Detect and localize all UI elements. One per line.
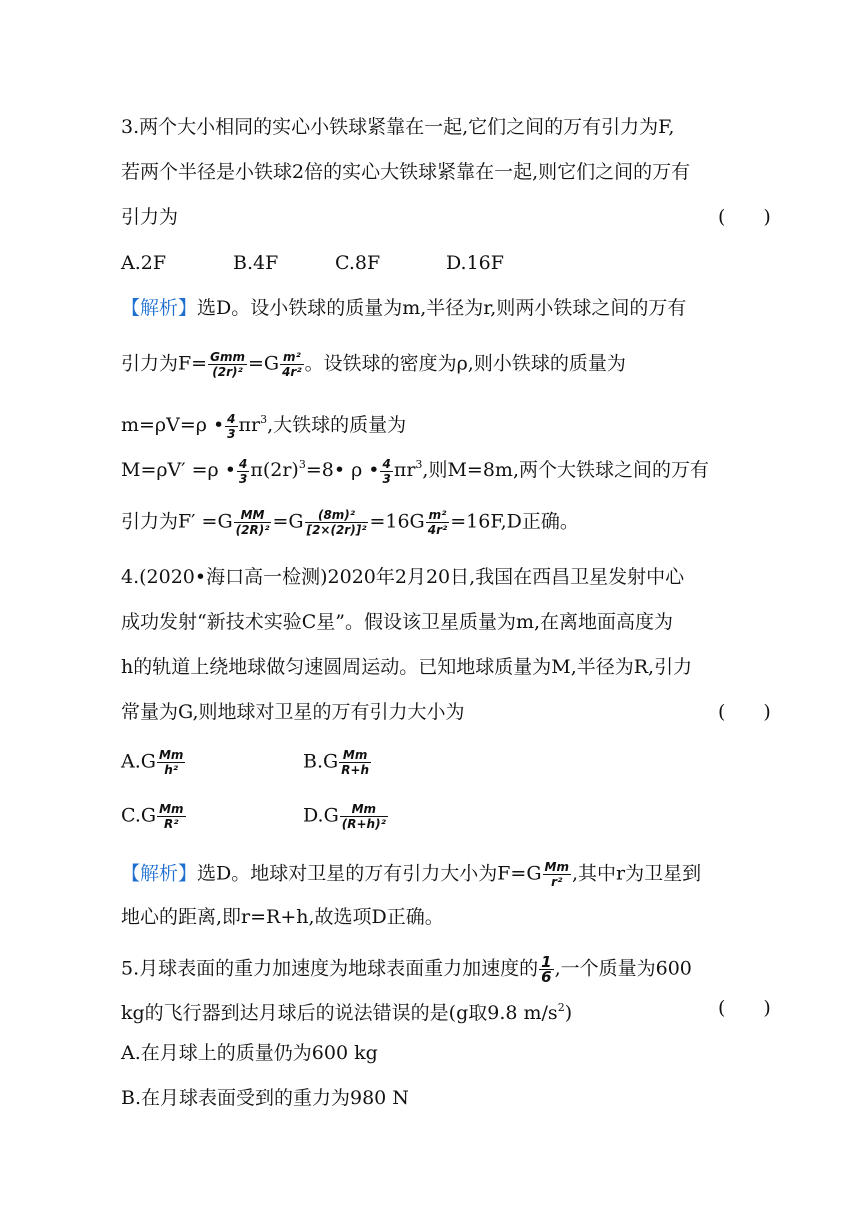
a4-line-2: 地心的距离,即r=R+h,故选项D正确。 bbox=[121, 906, 444, 928]
fraction-denominator: [2×(2r)]² bbox=[306, 523, 367, 537]
a3-text: =16F,D正确。 bbox=[450, 510, 579, 533]
q3-line-2: 若两个半径是小铁球2倍的实心大铁球紧靠在一起,则它们之间的万有 bbox=[121, 161, 691, 183]
fraction bbox=[280, 350, 304, 379]
analysis-label: 【解析】 bbox=[121, 862, 198, 885]
fraction-numerator: 4 bbox=[238, 456, 248, 471]
fraction-numerator: 4 bbox=[227, 411, 236, 426]
option-label: D.G bbox=[303, 804, 339, 827]
fraction-numerator: Gmm bbox=[210, 350, 245, 364]
q4-option-b bbox=[303, 748, 372, 777]
option-label: C.G bbox=[121, 804, 157, 827]
a4-text: ,其中r为卫星到 bbox=[571, 862, 702, 885]
fraction bbox=[339, 748, 371, 777]
a3-text: πr bbox=[393, 459, 416, 481]
fraction-denominator: 3 bbox=[382, 471, 391, 486]
fraction-numerator: 4 bbox=[382, 456, 391, 471]
fraction-numerator: Mm bbox=[342, 748, 368, 762]
fraction-numerator: (8m)² bbox=[317, 508, 356, 522]
fraction bbox=[426, 508, 450, 537]
fraction bbox=[237, 457, 249, 486]
a3-line-1 bbox=[121, 296, 686, 320]
q4-option-d bbox=[303, 802, 389, 831]
q3-option-d: D.16F bbox=[446, 252, 504, 274]
fraction-denominator: h² bbox=[157, 762, 185, 777]
fraction-numerator: Mm bbox=[159, 802, 184, 816]
superscript: 3 bbox=[260, 413, 268, 426]
fraction bbox=[539, 955, 553, 984]
a3-text: 引力为F= bbox=[121, 352, 208, 375]
a3-line-5 bbox=[121, 508, 579, 537]
fraction bbox=[234, 508, 272, 537]
a3-text: ,大铁球的质量为 bbox=[267, 414, 407, 436]
a3-text: ,则M=8m,两个大铁球之间的万有 bbox=[422, 459, 709, 481]
q4-answer-bracket: ( ) bbox=[718, 701, 771, 723]
q4-line-4: 常量为G,则地球对卫星的万有引力大小为 bbox=[121, 701, 465, 723]
q5-line-1 bbox=[121, 955, 692, 984]
a3-text: =G bbox=[272, 510, 304, 533]
q5-text: ) bbox=[564, 1002, 573, 1024]
analysis-label: 【解析】 bbox=[121, 297, 198, 319]
q5-text: ,一个质量为600 bbox=[554, 957, 692, 980]
fraction-denominator: R+h bbox=[341, 763, 370, 777]
superscript: 3 bbox=[298, 458, 306, 471]
a3-line-4 bbox=[121, 453, 709, 486]
q4-option-c bbox=[121, 802, 187, 831]
option-label: A.G bbox=[121, 750, 156, 773]
q5-option-b: B.在月球表面受到的重力为980 N bbox=[121, 1087, 409, 1109]
a4-line-1 bbox=[121, 860, 701, 889]
q4-line-3: h的轨道上绕地球做匀速圆周运动。已知地球质量为M,半径为R,引力 bbox=[121, 656, 693, 678]
fraction-denominator: R² bbox=[157, 816, 185, 831]
q3-line-3: 引力为 bbox=[121, 206, 179, 228]
fraction-numerator: m² bbox=[428, 508, 447, 522]
superscript: 3 bbox=[415, 458, 423, 471]
a3-line-2 bbox=[121, 350, 626, 379]
a3-text: M=ρV′ =ρ • bbox=[121, 459, 236, 481]
q5-text: 5.月球表面的重力加速度为地球表面重力加速度的 bbox=[121, 957, 539, 980]
fraction-denominator: 4r² bbox=[282, 365, 302, 379]
q5-line-2 bbox=[121, 996, 572, 1025]
q4-line-2: 成功发射“新技术实验C星”。假设该卫星质量为m,在离地面高度为 bbox=[121, 611, 674, 633]
a3-text: m=ρV=ρ • bbox=[121, 414, 225, 436]
a3-line-1-text: 选D。设小铁球的质量为m,半径为r,则两小铁球之间的万有 bbox=[197, 297, 687, 319]
q4-option-a bbox=[121, 748, 186, 777]
a4-text: 选D。地球对卫星的万有引力大小为F=G bbox=[197, 862, 542, 885]
fraction bbox=[305, 508, 369, 537]
q4-line-1: 4.(2020•海口高一检测)2020年2月20日,我国在西昌卫星发射中心 bbox=[121, 566, 685, 588]
fraction-numerator: Mm bbox=[351, 802, 377, 816]
a3-text: =G bbox=[247, 352, 280, 375]
fraction-numerator: Mm bbox=[544, 860, 569, 874]
a3-text: 。设铁球的密度为ρ,则小铁球的质量为 bbox=[304, 352, 626, 375]
fraction-numerator: Mm bbox=[158, 748, 184, 762]
q3-option-b: B.4F bbox=[233, 252, 279, 274]
fraction-numerator: 1 bbox=[541, 953, 552, 971]
q3-answer-bracket: ( ) bbox=[718, 206, 771, 228]
fraction bbox=[225, 412, 237, 441]
q3-option-a: A.2F bbox=[121, 252, 167, 274]
q3-line-1: 3.两个大小相同的实心小铁球紧靠在一起,它们之间的万有引力为F, bbox=[121, 116, 675, 138]
fraction bbox=[157, 748, 185, 777]
fraction bbox=[543, 860, 571, 889]
a3-text: =8• ρ • bbox=[305, 459, 380, 481]
fraction-numerator: MM bbox=[240, 508, 265, 522]
a3-text: =16G bbox=[369, 510, 425, 533]
fraction-denominator: (2r)² bbox=[208, 364, 247, 379]
q5-answer-bracket: ( ) bbox=[718, 997, 771, 1019]
a3-line-3 bbox=[121, 408, 406, 441]
fraction bbox=[340, 802, 388, 831]
fraction-numerator: m² bbox=[282, 350, 301, 364]
option-label: B.G bbox=[303, 750, 339, 773]
fraction-denominator: 6 bbox=[541, 968, 552, 986]
fraction bbox=[380, 457, 392, 486]
q3-option-c: C.8F bbox=[335, 252, 381, 274]
fraction bbox=[157, 802, 185, 831]
q5-option-a: A.在月球上的质量仍为600 kg bbox=[121, 1042, 378, 1064]
superscript: 2 bbox=[557, 1001, 565, 1014]
fraction-denominator: 3 bbox=[238, 471, 248, 486]
fraction bbox=[208, 350, 247, 379]
a3-text: 引力为F′ =G bbox=[121, 510, 233, 533]
a3-text: πr bbox=[238, 414, 261, 436]
fraction-denominator: 4r² bbox=[427, 523, 448, 537]
fraction-denominator: (R+h)² bbox=[341, 817, 386, 831]
q5-text: kg的飞行器到达月球后的说法错误的是(g取9.8 m/s bbox=[121, 1002, 558, 1024]
fraction-denominator: r² bbox=[543, 874, 571, 889]
a3-text: π(2r) bbox=[250, 459, 299, 481]
fraction-denominator: 3 bbox=[227, 426, 236, 441]
fraction-denominator: (2R)² bbox=[235, 523, 270, 537]
